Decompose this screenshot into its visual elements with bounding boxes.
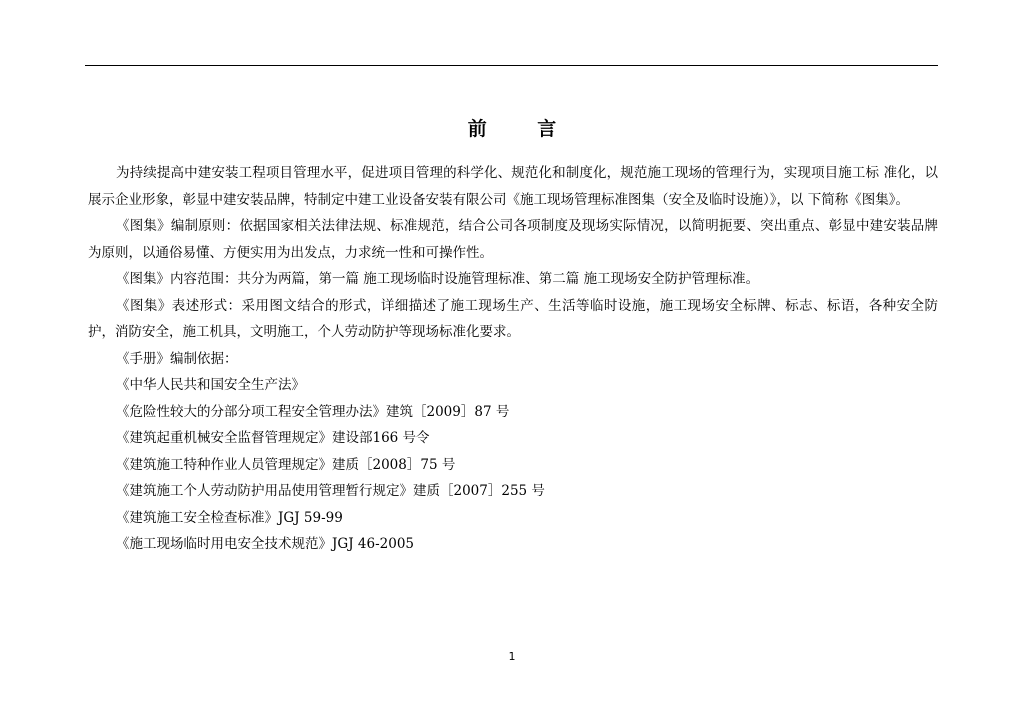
page-number: 1 [508,650,516,663]
reference-item: 《危险性较大的分部分项工程安全管理办法》建筑［2009］87 号 [116,403,510,420]
reference-item: 《建筑起重机械安全监督管理规定》建设部166 号令 [116,430,430,446]
reference-item: 《建筑施工个人劳动防护用品使用管理暂行规定》建质［2007］255 号 [116,483,545,499]
header-rule [85,65,938,66]
body-text [88,160,938,558]
reference-item: 《建筑施工特种作业人员管理规定》建质［2008］75 号 [116,456,456,473]
paragraph-intro: 为持续提高中建安装工程项目管理水平，促进项目管理的科学化、规范化和制度化，规范施工现场的管理行为，实现项目施工标 准化，以展示企业形象，彰显中建安装品牌，特制定中建工业设备安装有限公司《施工现场管理标准图集（安全及临时设施）》，以 下简称《图集》。 [88,165,938,208]
paragraph-format: 《图集》表述形式：采用图文结合的形式，详细描述了施工现场生产、生活等临时设施，施工现场安全标牌、标志、标语，各种安全防护，消防安全，施工机具，文明施工，个人劳动防护等现场标准化要求。 [88,297,938,340]
paragraph-scope: 《图集》内容范围：共分为两篇，第一篇 施工现场临时设施管理标准、第二篇 施工现场安全防护管理标准。 [116,271,760,287]
reference-item: 《建筑施工安全检查标准》JGJ 59-99 [116,509,343,526]
reference-item: 《施工现场临时用电安全技术规范》JGJ 46-2005 [116,536,414,552]
reference-item: 《中华人民共和国安全生产法》 [116,377,305,393]
paragraph-basis-heading: 《手册》编制依据： [116,350,238,367]
paragraph-principles: 《图集》编制原则：依据国家相关法律法规、标准规范，结合公司各项制度及现场实际情况，以简明扼要、突出重点、彰显中建安装品牌为原则，以通俗易懂、方便实用为出发点，力求统一性和可操作性。 [88,218,938,261]
page-title: 前 言 [467,118,579,140]
